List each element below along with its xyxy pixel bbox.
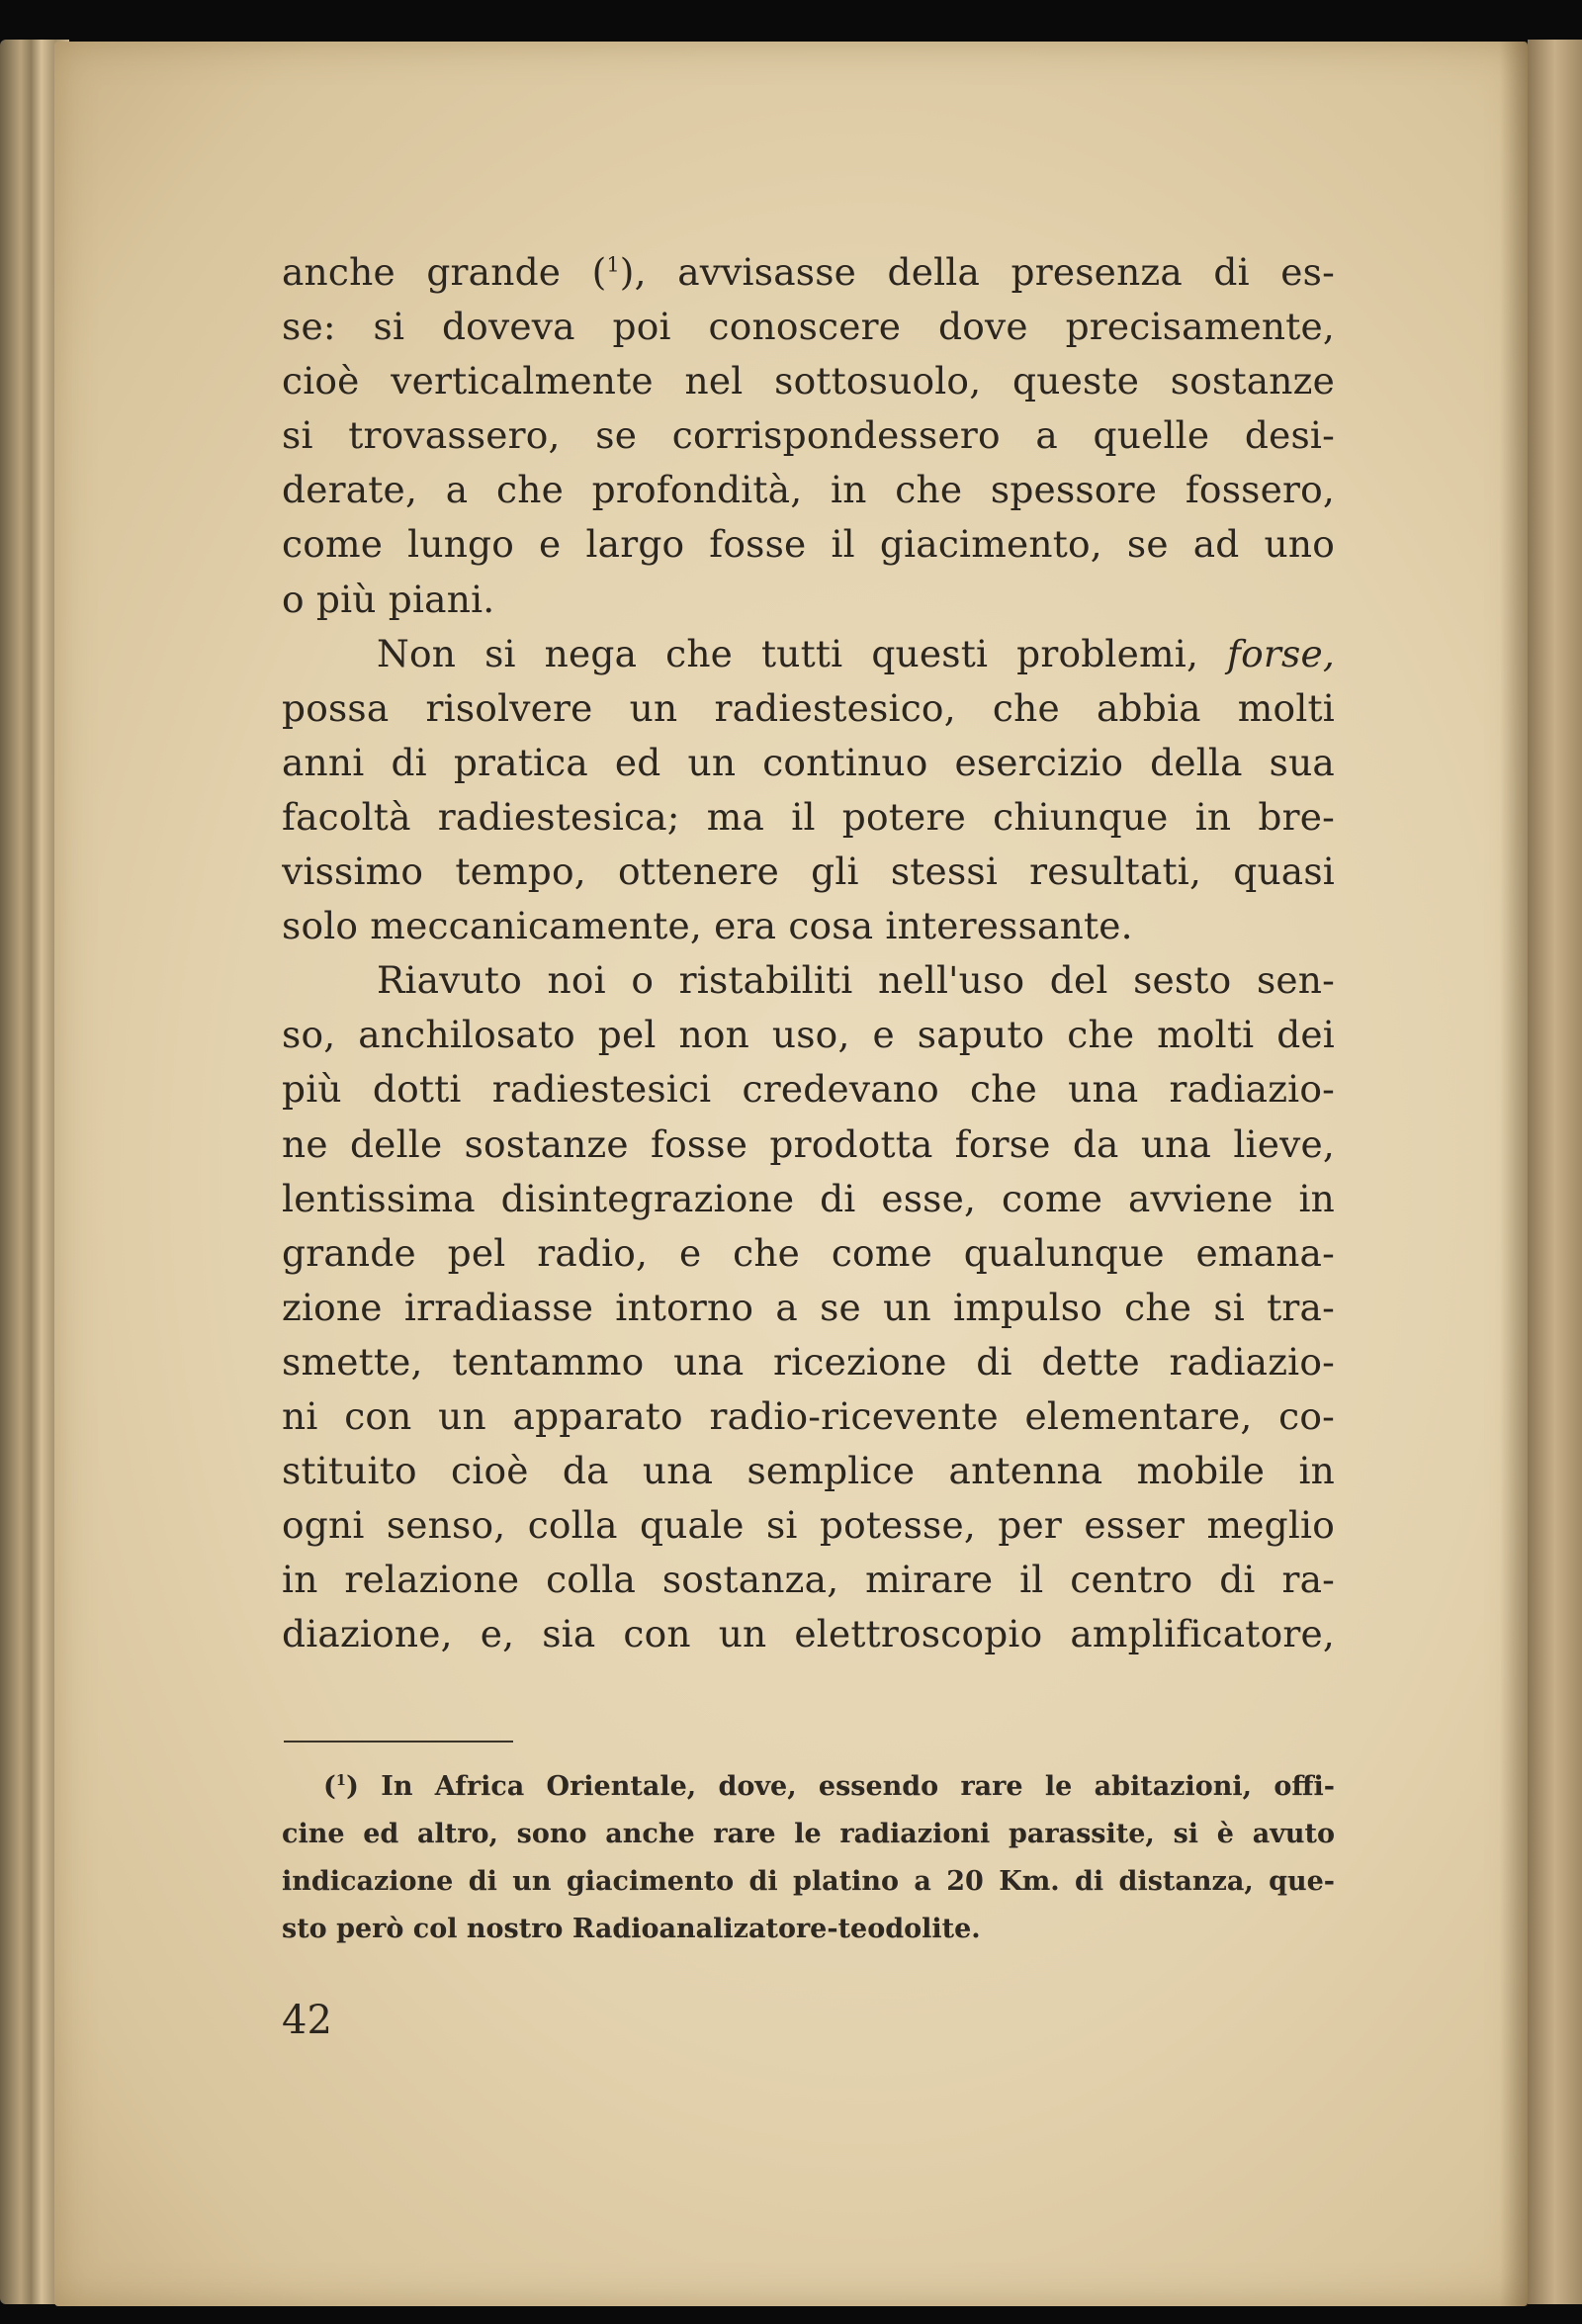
next-page-edge bbox=[1528, 40, 1582, 2304]
text-line: se: si doveva poi conoscere dove precisamente, bbox=[282, 305, 1335, 349]
text-line: so, anchilosato pel non uso, e saputo che molti dei bbox=[282, 1013, 1335, 1057]
text-line: ne delle sostanze fosse prodotta forse da una lieve, bbox=[282, 1121, 1335, 1166]
text-line: vissimo tempo, ottenere gli stessi resultati, quasi bbox=[282, 849, 1335, 894]
footnote-line: cine ed altro, sono anche rare le radiazioni parassite, si è avuto bbox=[282, 1819, 1335, 1849]
text-line: zione irradiasse intorno a se un impulso che si tra- bbox=[282, 1285, 1335, 1329]
text-line: anni di pratica ed un continuo esercizio della sua bbox=[282, 740, 1335, 784]
footnote-marker: 1 bbox=[335, 1771, 347, 1789]
footnote-reference: 1 bbox=[606, 252, 620, 277]
text-line: stituito cioè da una semplice antenna mobile in bbox=[282, 1449, 1335, 1493]
text-line: Riavuto noi o ristabiliti nell'uso del sesto sen- bbox=[377, 958, 1335, 1003]
italic-word: forse, bbox=[1227, 631, 1335, 675]
footnote-line: sto però col nostro Radioanalizatore-teodolite. bbox=[282, 1914, 981, 1944]
text-line: o più piani. bbox=[282, 577, 495, 621]
text-line: possa risolvere un radiestesico, che abbia molti bbox=[282, 685, 1335, 730]
footnote bbox=[282, 1763, 1335, 1953]
footnote-line: ($^1$) In Africa Orientale, dove, essendo rare le abitazioni, offi- bbox=[323, 1771, 1335, 1802]
text-line: solo meccanicamente, era cosa interessante. bbox=[282, 904, 1133, 948]
text-line: cioè verticalmente nel sottosuolo, queste sostanze bbox=[282, 359, 1335, 403]
footnote-line: indicazione di un giacimento di platino a 20 Km. di distanza, que- bbox=[282, 1866, 1335, 1897]
text-line: diazione, e, sia con un elettroscopio amplificatore, bbox=[282, 1612, 1335, 1656]
text-line: grande pel radio, e che come qualunque emana- bbox=[282, 1230, 1335, 1275]
footnote-divider bbox=[284, 1741, 513, 1743]
text-line: lentissima disintegrazione di esse, come avviene in bbox=[282, 1176, 1335, 1220]
text-line: facoltà radiestesica; ma il potere chiunque in bre- bbox=[282, 794, 1335, 839]
text-line: ogni senso, colla quale si potesse, per esser meglio bbox=[282, 1503, 1335, 1548]
text-line: derate, a che profondità, in che spessore fossero, bbox=[282, 468, 1335, 512]
text-line: anche grande ($^1$), avvisasse della presenza di es- bbox=[282, 250, 1335, 294]
page-number: 42 bbox=[282, 1998, 332, 2043]
body-text bbox=[282, 245, 1335, 1661]
text-line: più dotti radiestesici credevano che una radiazio- bbox=[282, 1067, 1335, 1112]
text-line: come lungo e largo fosse il giacimento, se ad uno bbox=[282, 522, 1335, 567]
text-line: in relazione colla sostanza, mirare il centro di ra- bbox=[282, 1558, 1335, 1602]
text-line: ni con un apparato radio-ricevente elementare, co- bbox=[282, 1393, 1335, 1438]
text-line: Non si nega che tutti questi problemi, forse, bbox=[377, 631, 1335, 675]
text-line: smette, tentammo una ricezione di dette radiazio- bbox=[282, 1339, 1335, 1384]
gutter-shadow bbox=[1500, 42, 1528, 2306]
text-line: si trovassero, se corrispondessero a quelle desi- bbox=[282, 413, 1335, 458]
